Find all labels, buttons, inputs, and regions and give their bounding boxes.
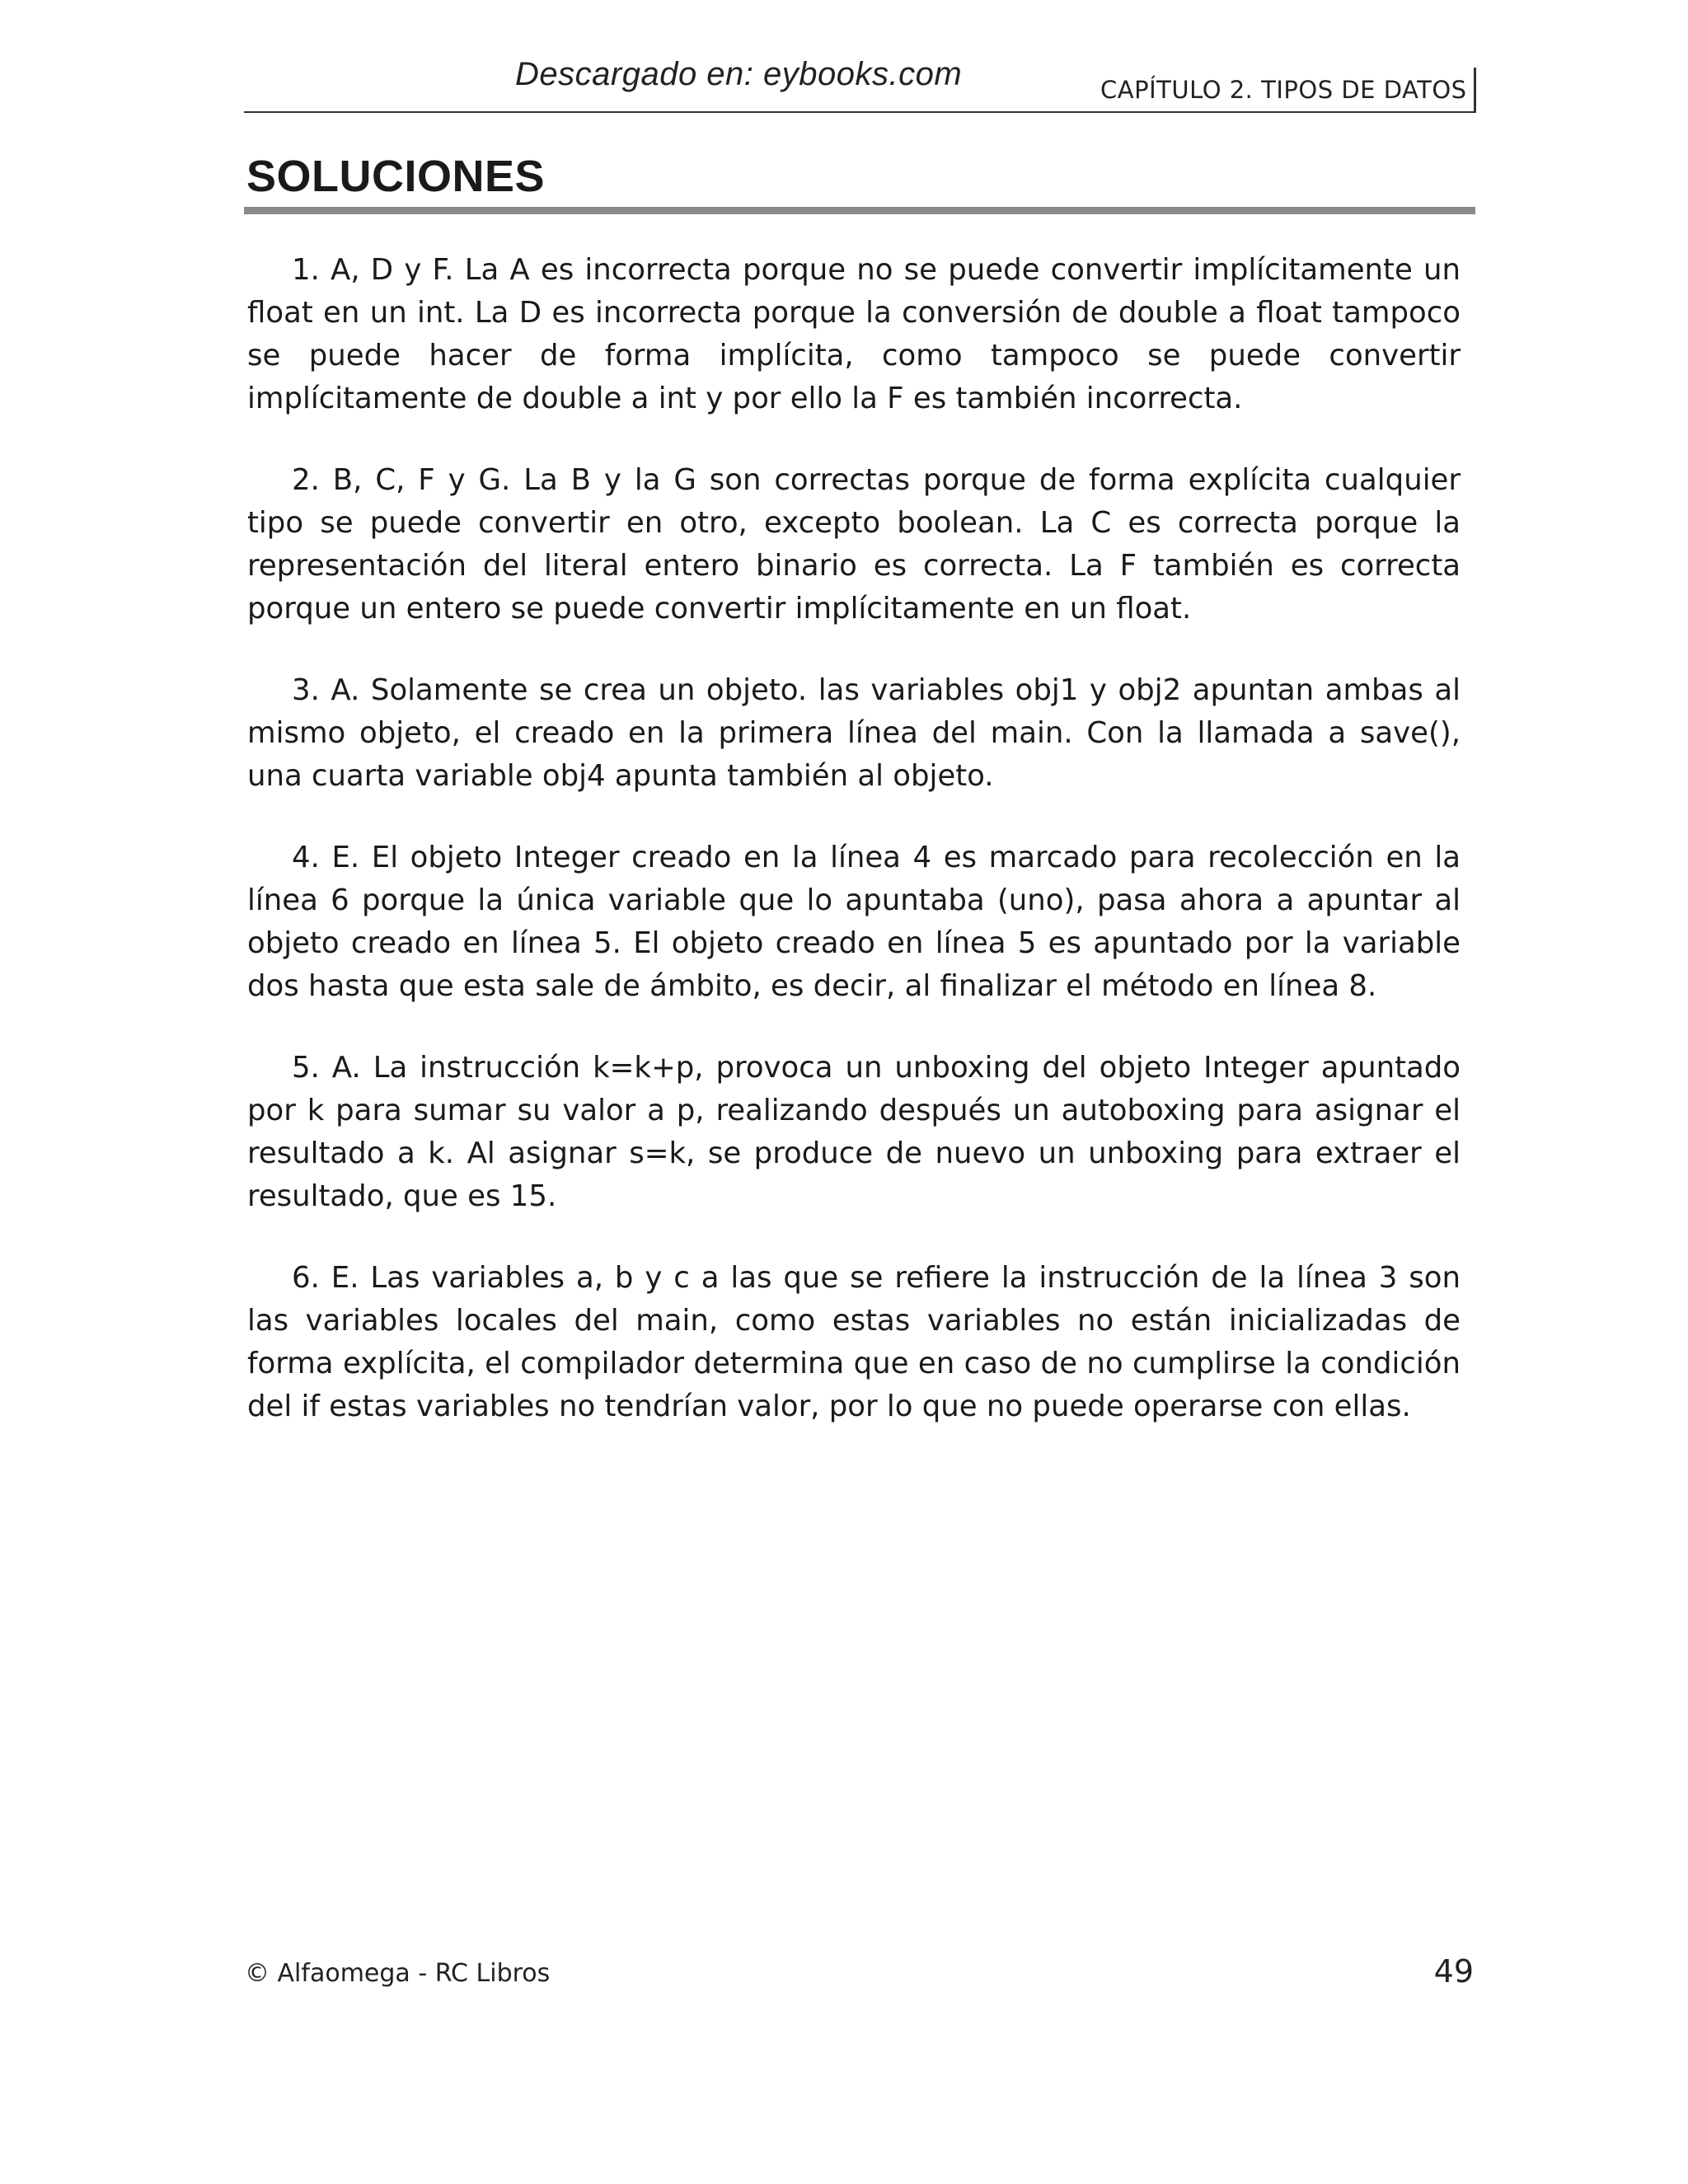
watermark-text: Descargado en: eybooks.com xyxy=(515,56,963,92)
answers-body xyxy=(247,249,1461,1467)
section-title-rule xyxy=(244,207,1475,214)
answer-2: 2. B, C, F y G. La B y la G son correctas porque de forma explícita cualquier tipo se puede convertir en otro, excepto boolean. La C es correcta porque la representación del literal entero binario es correcta. La F también es correcta porque un entero se puede convertir implícitamente en un float. xyxy=(247,463,1461,626)
section-title: SOLUCIONES xyxy=(246,152,546,201)
header-rule xyxy=(244,111,1475,113)
answer-6: 6. E. Las variables a, b y c a las que se refiere la instrucción de la línea 3 son las variables locales del main, como estas variables no están inicializadas de forma explícita, el compilador determina que en caso de no cumplirse la condición del if estas variables no tendrían valor, por lo que no puede operarse con ellas. xyxy=(247,1261,1461,1423)
answer-5: 5. A. La instrucción k=k+p, provoca un unboxing del objeto Integer apuntado por k para sumar su valor a p, realizando después un autoboxing para asignar el resultado a k. Al asignar s=k, se produce de nuevo un unboxing para extraer el resultado, que es 15. xyxy=(247,1051,1461,1213)
answer-4: 4. E. El objeto Integer creado en la línea 4 es marcado para recolección en la línea 6 porque la única variable que lo apuntaba (uno), pasa ahora a apuntar al objeto creado en línea 5. El objeto creado en línea 5 es apuntado por la variable dos hasta que esta sale de ámbito, es decir, al finalizar el método en línea 8. xyxy=(247,841,1461,1003)
answer-1: 1. A, D y F. La A es incorrecta porque no se puede convertir implícitamente un float en un int. La D es incorrecta porque la conversión de double a float tampoco se puede hacer de forma implícita, como tampoco se puede convertir implícitamente de double a int y por ello la F es también incorrecta. xyxy=(247,253,1461,415)
chapter-running-head: CAPÍTULO 2. TIPOS DE DATOS xyxy=(1100,76,1467,104)
page-number: 49 xyxy=(1433,1953,1474,1990)
answer-3: 3. A. Solamente se crea un objeto. las variables obj1 y obj2 apuntan ambas al mismo objeto, el creado en la primera línea del main. Con la llamada a save(), una cuarta variable obj4 apunta también al objeto. xyxy=(247,673,1461,793)
header-rule-tick xyxy=(1474,68,1476,113)
footer-copyright: © Alfaomega - RC Libros xyxy=(245,1959,551,1988)
